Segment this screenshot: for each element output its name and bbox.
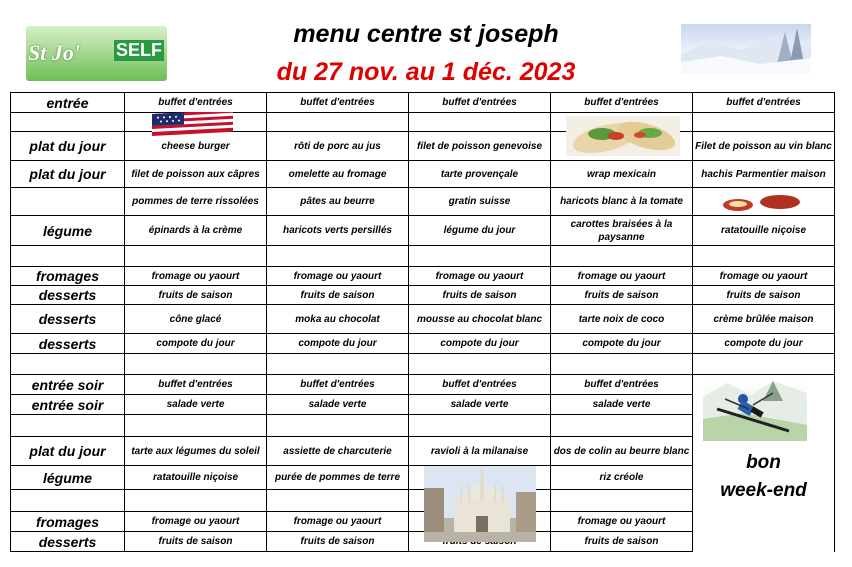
menu-cell: [125, 354, 267, 375]
menu-cell: dos de colin au beurre blanc: [551, 437, 693, 466]
table-row: [11, 113, 835, 132]
table-row: [11, 246, 835, 267]
menu-cell: mousse au chocolat blanc: [409, 305, 551, 334]
menu-cell: tarte aux légumes du soleil: [125, 437, 267, 466]
menu-cell: crème brûlée maison: [693, 305, 835, 334]
table-row: [11, 354, 835, 375]
table-row: [11, 132, 835, 161]
menu-cell: [693, 354, 835, 375]
menu-cell: [267, 490, 409, 512]
table-row: [11, 305, 835, 334]
menu-cell: carottes braisées à la paysanne: [551, 216, 693, 246]
menu-cell: [551, 354, 693, 375]
skier-image: [703, 379, 807, 441]
menu-cell: fromage ou yaourt: [267, 267, 409, 286]
wrap-food-image: [566, 116, 680, 156]
menu-cell: buffet d'entrées: [551, 93, 693, 113]
menu-cell: Filet de poisson au vin blanc: [693, 132, 835, 161]
menu-cell: fromage ou yaourt: [551, 512, 693, 532]
menu-cell: compote du jour: [409, 334, 551, 354]
logo-text: St Jo': [28, 40, 80, 65]
menu-cell: fruits de saison: [693, 286, 835, 305]
menu-table: [10, 92, 835, 552]
table-row: [11, 334, 835, 354]
row-label: [11, 246, 125, 267]
weekend-line1: bon: [746, 452, 781, 473]
table-row: [11, 188, 835, 216]
row-label: fromages: [11, 267, 125, 286]
menu-cell: [267, 113, 409, 132]
menu-cell: [551, 246, 693, 267]
menu-cell: [125, 490, 267, 512]
menu-cell: riz créole: [551, 466, 693, 490]
row-label: plat du jour: [11, 132, 125, 161]
menu-cell: buffet d'entrées: [267, 375, 409, 395]
menu-cell: [409, 415, 551, 437]
menu-cell: filet de poisson aux câpres: [125, 161, 267, 188]
row-label: [11, 490, 125, 512]
menu-cell: [551, 490, 693, 512]
menu-cell: purée de pommes de terre: [267, 466, 409, 490]
menu-cell: wrap mexicain: [551, 161, 693, 188]
weekend-line2: week-end: [720, 480, 807, 501]
menu-dates: du 27 nov. au 1 déc. 2023: [276, 58, 576, 86]
menu-cell: hachis Parmentier maison: [693, 161, 835, 188]
menu-cell: ratatouille niçoise: [693, 216, 835, 246]
menu-cell: épinards à la crème: [125, 216, 267, 246]
winter-landscape-image: [681, 24, 811, 74]
menu-cell: pâtes au beurre: [267, 188, 409, 216]
us-flag-image: [152, 112, 233, 136]
row-label: légume: [11, 216, 125, 246]
menu-cell: [267, 354, 409, 375]
menu-cell: [693, 246, 835, 267]
potatoes-image: [718, 192, 802, 214]
menu-cell: fruits de saison: [267, 286, 409, 305]
menu-cell: [409, 113, 551, 132]
table-row: [11, 93, 835, 113]
menu-cell: salade verte: [409, 395, 551, 415]
table-row: [11, 161, 835, 188]
menu-cell: [693, 113, 835, 132]
menu-cell: fruits de saison: [409, 286, 551, 305]
menu-cell: fromage ou yaourt: [125, 512, 267, 532]
menu-cell: buffet d'entrées: [125, 93, 267, 113]
row-label: [11, 113, 125, 132]
menu-cell: cône glacé: [125, 305, 267, 334]
row-label: plat du jour: [11, 437, 125, 466]
row-label: desserts: [11, 532, 125, 552]
menu-cell: buffet d'entrées: [409, 93, 551, 113]
menu-cell: rôti de porc au jus: [267, 132, 409, 161]
menu-cell: buffet d'entrées: [551, 375, 693, 395]
menu-cell: [409, 354, 551, 375]
milan-cathedral-image: [424, 466, 536, 542]
table-row: [11, 267, 835, 286]
menu-cell: [267, 415, 409, 437]
menu-cell: salade verte: [125, 395, 267, 415]
menu-cell: compote du jour: [693, 334, 835, 354]
row-label: desserts: [11, 334, 125, 354]
table-row: [11, 216, 835, 246]
menu-cell: [551, 415, 693, 437]
menu-cell: fromage ou yaourt: [125, 267, 267, 286]
menu-cell: salade verte: [551, 395, 693, 415]
menu-cell: ravioli à la milanaise: [409, 437, 551, 466]
menu-cell: tarte noix de coco: [551, 305, 693, 334]
menu-cell: [409, 246, 551, 267]
menu-cell: cheese burger: [125, 132, 267, 161]
row-label: desserts: [11, 305, 125, 334]
menu-cell: buffet d'entrées: [267, 93, 409, 113]
menu-cell: [267, 246, 409, 267]
menu-cell: moka au chocolat: [267, 305, 409, 334]
row-label: fromages: [11, 512, 125, 532]
menu-cell: buffet d'entrées: [125, 375, 267, 395]
menu-cell: pommes de terre rissolées: [125, 188, 267, 216]
menu-cell: fruits de saison: [125, 286, 267, 305]
menu-cell: compote du jour: [125, 334, 267, 354]
row-label: desserts: [11, 286, 125, 305]
menu-cell: [125, 415, 267, 437]
menu-cell: compote du jour: [267, 334, 409, 354]
row-label: [11, 354, 125, 375]
row-label: légume: [11, 466, 125, 490]
menu-cell: gratin suisse: [409, 188, 551, 216]
menu-cell: fruits de saison: [125, 532, 267, 552]
menu-cell: haricots verts persillés: [267, 216, 409, 246]
row-label: [11, 415, 125, 437]
menu-cell: omelette au fromage: [267, 161, 409, 188]
menu-cell: compote du jour: [551, 334, 693, 354]
logo-text-self: SELF: [116, 40, 163, 60]
row-label: plat du jour: [11, 161, 125, 188]
table-row: [11, 375, 835, 395]
menu-cell: fromage ou yaourt: [693, 267, 835, 286]
menu-cell: fruits de saison: [551, 286, 693, 305]
menu-cell: fromage ou yaourt: [551, 267, 693, 286]
menu-cell: fromage ou yaourt: [267, 512, 409, 532]
menu-cell: haricots blanc à la tomate: [551, 188, 693, 216]
menu-cell: ratatouille niçoise: [125, 466, 267, 490]
row-label: entrée: [11, 93, 125, 113]
menu-cell: tarte provençale: [409, 161, 551, 188]
menu-cell: salade verte: [267, 395, 409, 415]
row-label: entrée soir: [11, 375, 125, 395]
table-row: [11, 286, 835, 305]
menu-cell: [125, 246, 267, 267]
menu-cell: légume du jour: [409, 216, 551, 246]
menu-cell: fruits de saison: [551, 532, 693, 552]
menu-cell: fruits de saison: [267, 532, 409, 552]
row-label: [11, 188, 125, 216]
row-label: entrée soir: [11, 395, 125, 415]
menu-cell: buffet d'entrées: [409, 375, 551, 395]
menu-cell: fromage ou yaourt: [409, 267, 551, 286]
menu-cell: filet de poisson genevoise: [409, 132, 551, 161]
menu-cell: buffet d'entrées: [693, 93, 835, 113]
weekend-cell: [693, 375, 835, 552]
menu-cell: assiette de charcuterie: [267, 437, 409, 466]
menu-title: menu centre st joseph: [293, 20, 559, 48]
